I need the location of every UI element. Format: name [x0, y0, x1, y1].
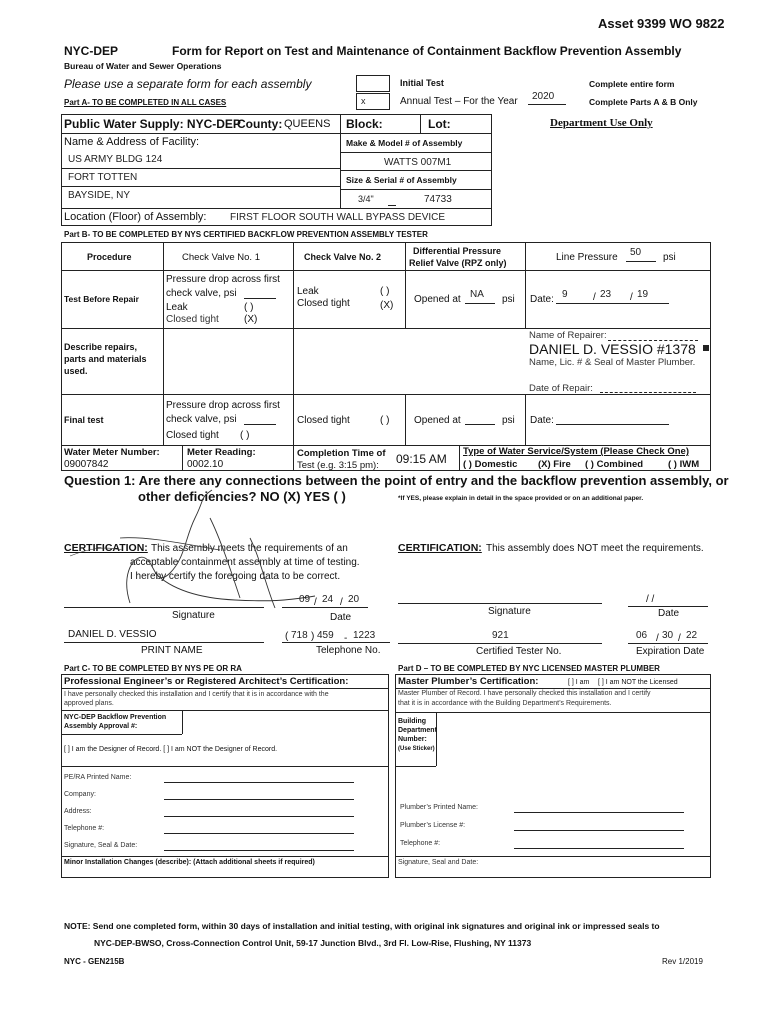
- cert-left-text2: acceptable containment assembly at time of testing.: [130, 557, 360, 568]
- cv2-leak-label: Leak: [297, 286, 319, 297]
- cert-right-text: This assembly does NOT meet the requirements.: [486, 543, 704, 554]
- final-pd-line1: Pressure drop across first: [166, 400, 280, 411]
- meter-reading-label: Meter Reading:: [187, 447, 256, 458]
- final-cv1-closed-label: Closed tight: [166, 430, 219, 441]
- completion-time-label-1: Completion Time of: [297, 448, 386, 459]
- final-date-label: Date:: [530, 415, 554, 426]
- iwm-option[interactable]: ( ) IWM: [668, 459, 700, 470]
- part-c-pe-name-label: PE/RA Printed Name:: [64, 774, 132, 781]
- part-d-cert-title: Master Plumber’s Certification:: [398, 676, 539, 687]
- part-c-text2: approved plans.: [64, 700, 114, 707]
- print-name-label: PRINT NAME: [141, 645, 203, 656]
- line-pressure-psi: psi: [663, 252, 676, 263]
- make-model-value: WATTS 007M1: [384, 157, 452, 168]
- location-label: Location (Floor) of Assembly:: [64, 211, 207, 223]
- question-1-note: *If YES, please explain in detail in the space provided or on an additional paper.: [398, 495, 644, 502]
- part-c-telephone-label: Telephone #:: [64, 825, 105, 832]
- col-rpz-1: Differential Pressure: [413, 246, 502, 256]
- pressure-drop-line2: check valve, psi: [166, 288, 237, 299]
- final-test-label: Final test: [64, 415, 104, 425]
- final-cv2-closed-checkbox[interactable]: ( ): [380, 415, 390, 426]
- rpz-opened-at-label: Opened at: [414, 294, 461, 305]
- part-a-title: Part A- TO BE COMPLETED IN ALL CASES: [64, 98, 227, 107]
- water-meter-label: Water Meter Number:: [64, 447, 160, 458]
- part-d-iamnot-checkbox[interactable]: [ ] I am NOT the Licensed: [598, 679, 678, 686]
- facility-label: Name & Address of Facility:: [64, 136, 200, 148]
- repairer-value: DANIEL D. VESSIO #1378: [529, 341, 696, 357]
- cert-left-date-label: Date: [330, 612, 352, 623]
- cert-left-date-y: 20: [348, 594, 360, 605]
- final-opened-at-label: Opened at: [414, 415, 461, 426]
- part-d-iam-checkbox[interactable]: [ ] I am: [568, 679, 590, 686]
- bureau-name: Bureau of Water and Sewer Operations: [64, 61, 222, 71]
- cert-left-date-d: 24: [322, 594, 334, 605]
- county-value: QUEENS: [284, 118, 331, 130]
- col-check-valve-1: Check Valve No. 1: [182, 252, 260, 263]
- date-of-repair-label: Date of Repair:: [529, 383, 593, 394]
- annual-test-year: 2020: [532, 91, 555, 102]
- initial-test-label: Initial Test: [400, 78, 444, 88]
- test-date-day: 23: [600, 289, 612, 300]
- department-use-only: Department Use Only: [550, 117, 653, 129]
- col-check-valve-2: Check Valve No. 2: [304, 252, 382, 262]
- part-d-title: Part D – TO BE COMPLETED BY NYC LICENSED MASTER PLUMBER: [398, 664, 660, 673]
- domestic-option[interactable]: ( ) Domestic: [463, 459, 518, 470]
- pressure-drop-line1: Pressure drop across first: [166, 274, 280, 285]
- complete-entire-form: Complete entire form: [589, 79, 675, 89]
- part-d-bldg-2: Department: [398, 727, 437, 734]
- cert-right-date-value: / /: [646, 594, 655, 605]
- location-value: FIRST FLOOR SOUTH WALL BYPASS DEVICE: [230, 212, 446, 223]
- form-id: NYC - GEN215B: [64, 957, 125, 966]
- expiration-year: 22: [686, 630, 698, 641]
- question-1-line2: other deficiencies? NO (X) YES ( ): [138, 489, 346, 504]
- complete-parts-ab: Complete Parts A & B Only: [589, 97, 698, 107]
- fire-option[interactable]: (X) Fire: [538, 459, 571, 470]
- rpz-opened-psi: psi: [502, 294, 515, 305]
- annual-test-checkbox[interactable]: [356, 93, 390, 110]
- test-date-label: Date:: [530, 294, 554, 305]
- phone-end: 1223: [353, 630, 376, 641]
- part-c-approval1: NYC-DEP Backflow Prevention: [64, 714, 167, 721]
- part-d-sig-seal-date-label: Signature, Seal and Date:: [398, 859, 479, 866]
- part-c-address-label: Address:: [64, 808, 92, 815]
- final-opened-psi: psi: [502, 415, 515, 426]
- expiration-day: 30: [662, 630, 674, 641]
- cert-right-signature-label: Signature: [488, 606, 531, 617]
- line-pressure-label: Line Pressure: [556, 252, 618, 263]
- facility-line-3: BAYSIDE, NY: [68, 190, 131, 201]
- public-water-supply: Public Water Supply: NYC-DEP: [64, 117, 241, 131]
- describe-repairs-3: used.: [64, 366, 88, 376]
- water-service-type-label: Type of Water Service/System (Please Check One): [463, 446, 689, 457]
- part-d-bldg-3: Number:: [398, 736, 427, 743]
- telephone-no-label: Telephone No.: [316, 645, 381, 656]
- cv2-leak-checkbox[interactable]: ( ): [380, 286, 390, 297]
- name-lic-seal-label: Name, Lic. # & Seal of Master Plumber.: [529, 357, 696, 368]
- name-of-repairer-label: Name of Repairer:: [529, 330, 607, 341]
- certified-tester-no-label: Certified Tester No.: [476, 646, 562, 657]
- part-c-title: Part C- TO BE COMPLETED BY NYS PE OR RA: [64, 664, 242, 673]
- test-date-year: 19: [637, 289, 649, 300]
- part-c-minor-changes-label: Minor Installation Changes (describe): (Attach additional sheets if required): [64, 859, 315, 866]
- tester-no-value: 921: [492, 630, 509, 641]
- cert-left-date-m: 09: [299, 594, 311, 605]
- facility-line-1: US ARMY BLDG 124: [68, 154, 163, 165]
- part-c-company-label: Company:: [64, 791, 96, 798]
- cert-date-slash-1: /: [314, 597, 317, 608]
- test-date-month: 9: [562, 289, 568, 300]
- facility-line-2: FORT TOTTEN: [68, 172, 138, 183]
- cv1-leak-checkbox[interactable]: ( ): [244, 302, 254, 313]
- county-label: County:: [237, 117, 283, 131]
- annual-test-label: Annual Test – For the Year: [400, 96, 518, 107]
- cert-right-date-label: Date: [658, 608, 680, 619]
- test-before-repair: Test Before Repair: [64, 294, 139, 304]
- serial-value: 74733: [424, 194, 452, 205]
- part-c-text1: I have personally checked this installation and I certify that it is in accordance with the: [64, 691, 329, 698]
- expiration-month: 06: [636, 630, 648, 641]
- phone-mid: 459: [317, 630, 334, 641]
- cert-left-signature-label: Signature: [172, 610, 215, 621]
- part-d-text1: Master Plumber of Record. I have personally checked this installation and I certify: [398, 690, 651, 697]
- expiration-date-label: Expiration Date: [636, 646, 705, 657]
- final-cv1-closed-checkbox[interactable]: ( ): [240, 430, 250, 441]
- part-c-cert-title: Professional Engineer’s or Registered Architect’s Certification:: [64, 676, 349, 687]
- make-model-label: Make & Model # of Assembly: [346, 138, 463, 148]
- part-d-bldg-1: Building: [398, 718, 426, 725]
- part-d-text2: that it is in accordance with the Building Department’s Requirements.: [398, 700, 612, 707]
- part-d-plumber-license-label: Plumber’s License #:: [400, 822, 466, 829]
- size-serial-label: Size & Serial # of Assembly: [346, 175, 457, 185]
- cv1-closed-tight-checkbox[interactable]: (X): [244, 314, 258, 325]
- stamp-mark: [703, 345, 709, 351]
- describe-repairs-1: Describe repairs,: [64, 342, 138, 352]
- exp-slash-2: /: [678, 633, 681, 644]
- cert-left-title: CERTIFICATION:: [64, 542, 148, 554]
- part-d-plumber-name-label: Plumber’s Printed Name:: [400, 804, 478, 811]
- separate-form-note: Please use a separate form for each assembly: [64, 77, 312, 91]
- final-cv2-closed-label: Closed tight: [297, 415, 350, 426]
- phone-area-code: 718: [291, 630, 308, 641]
- col-rpz-2: Relief Valve (RPZ only): [409, 258, 507, 268]
- date-slash-1: /: [593, 292, 596, 303]
- cert-left-text1: This assembly meets the requirements of an: [151, 543, 348, 554]
- revision: Rev 1/2019: [662, 957, 703, 966]
- phone-close-paren: ): [311, 631, 315, 642]
- question-1-line1: Question 1: Are there any connections between the point of entry and the backflow prevention assembly, or: [64, 473, 729, 488]
- cv1-closed-tight-label: Closed tight: [166, 314, 219, 325]
- printed-name-value: DANIEL D. VESSIO: [68, 629, 157, 640]
- combined-option[interactable]: ( ) Combined: [585, 459, 644, 470]
- size-value: 3/4": [358, 194, 374, 204]
- part-d-bldg-4: (Use Sticker): [398, 746, 435, 752]
- annual-test-mark: x: [361, 96, 366, 106]
- part-c-sig-seal-date-label: Signature, Seal & Date:: [64, 842, 138, 849]
- asset-wo-number: Asset 9399 WO 9822: [598, 16, 725, 31]
- part-c-designer-checkboxes[interactable]: [ ] I am the Designer of Record. [ ] I am NOT the Designer of Record.: [64, 746, 278, 753]
- cv2-closed-tight-label: Closed tight: [297, 298, 350, 309]
- meter-reading-value: 0002.10: [187, 459, 224, 470]
- final-pd-line2: check valve, psi: [166, 414, 237, 425]
- cert-right-title: CERTIFICATION:: [398, 542, 482, 554]
- exp-slash-1: /: [656, 633, 659, 644]
- date-slash-2: /: [630, 292, 633, 303]
- cert-date-slash-2: /: [340, 597, 343, 608]
- lot-label: Lot:: [428, 117, 451, 131]
- footer-note-1: NOTE: Send one completed form, within 30 days of installation and initial testing, with original ink signatures and original ink or impressed seals to: [64, 921, 660, 931]
- agency-name: NYC-DEP: [64, 44, 119, 58]
- form-title: Form for Report on Test and Maintenance of Containment Backflow Prevention Assembly: [172, 44, 682, 58]
- line-pressure-value: 50: [630, 247, 642, 258]
- footer-note-2: NYC-DEP-BWSO, Cross-Connection Control Unit, 59-17 Junction Blvd., 3rd Fl. Low-Rise, Flushing, NY 11373: [94, 938, 532, 948]
- initial-test-checkbox[interactable]: [356, 75, 390, 92]
- block-label: Block:: [346, 117, 383, 131]
- completion-time-label-2: Test (e.g. 3:15 pm):: [297, 460, 379, 471]
- col-procedure: Procedure: [87, 252, 132, 262]
- water-meter-value: 09007842: [64, 459, 109, 470]
- part-b-title: Part B- TO BE COMPLETED BY NYS CERTIFIED BACKFLOW PREVENTION ASSEMBLY TESTER: [64, 230, 428, 239]
- cv2-closed-tight-checkbox[interactable]: (X): [380, 300, 394, 311]
- cert-left-text3: I hereby certify the foregoing data to be correct.: [130, 571, 341, 582]
- rpz-opened-at-value: NA: [470, 289, 484, 300]
- completion-time-value: 09:15 AM: [396, 452, 447, 466]
- phone-dash: -: [344, 633, 348, 644]
- phone-open-paren: (: [285, 631, 289, 642]
- part-c-approval2: Assembly Approval #:: [64, 723, 138, 730]
- cv1-leak-label: Leak: [166, 302, 188, 313]
- part-d-telephone-label: Telephone #:: [400, 840, 441, 847]
- describe-repairs-2: parts and materials: [64, 354, 147, 364]
